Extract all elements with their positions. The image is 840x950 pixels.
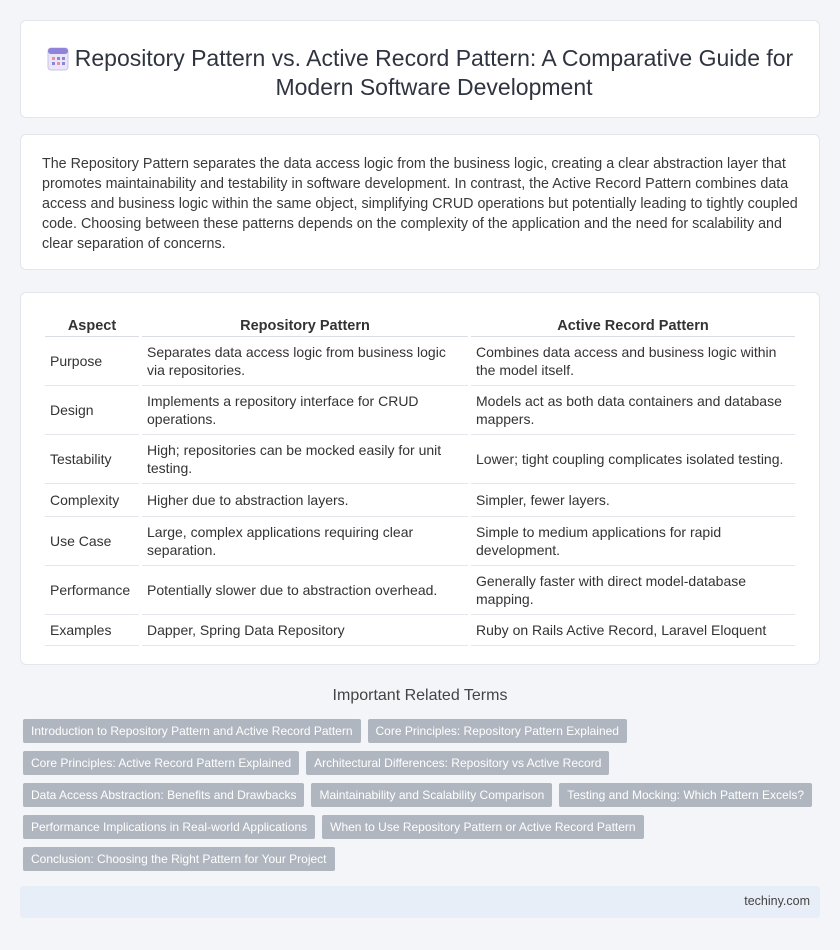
cell-aspect: Testability	[45, 435, 139, 484]
footer-brand[interactable]: techiny.com	[744, 894, 810, 908]
cell-repository: Large, complex applications requiring clear separation.	[142, 517, 468, 566]
related-term-link[interactable]: When to Use Repository Pattern or Active Record Pattern	[322, 815, 643, 839]
header-repository: Repository Pattern	[142, 315, 468, 337]
table-row	[45, 435, 795, 484]
table-row	[45, 615, 795, 646]
table-row	[45, 484, 795, 517]
cell-repository: Potentially slower due to abstraction overhead.	[142, 566, 468, 615]
related-term-link[interactable]: Data Access Abstraction: Benefits and Drawbacks	[23, 783, 304, 807]
related-terms-list	[23, 719, 823, 879]
related-term-link[interactable]: Core Principles: Repository Pattern Explained	[368, 719, 627, 743]
cell-aspect: Complexity	[45, 484, 139, 517]
cell-active-record: Lower; tight coupling complicates isolated testing.	[471, 435, 795, 484]
table-row	[45, 517, 795, 566]
cell-repository: Separates data access logic from business logic via repositories.	[142, 337, 468, 386]
related-term-link[interactable]: Core Principles: Active Record Pattern Explained	[23, 751, 299, 775]
related-term-link[interactable]: Performance Implications in Real-world Applications	[23, 815, 315, 839]
cell-aspect: Use Case	[45, 517, 139, 566]
cell-repository: Dapper, Spring Data Repository	[142, 615, 468, 646]
cell-active-record: Simpler, fewer layers.	[471, 484, 795, 517]
footer-bar	[20, 886, 820, 918]
cell-repository: Implements a repository interface for CRUD operations.	[142, 386, 468, 435]
header-aspect: Aspect	[45, 315, 139, 337]
cell-aspect: Performance	[45, 566, 139, 615]
header-active-record: Active Record Pattern	[471, 315, 795, 337]
tag-row	[23, 847, 823, 871]
related-term-link[interactable]: Testing and Mocking: Which Pattern Excels?	[559, 783, 812, 807]
intro-card	[20, 134, 820, 270]
cell-repository: Higher due to abstraction layers.	[142, 484, 468, 517]
cell-active-record: Models act as both data containers and database mappers.	[471, 386, 795, 435]
comparison-table-card	[20, 292, 820, 665]
comparison-table	[42, 315, 798, 646]
table-row	[45, 386, 795, 435]
cell-active-record: Combines data access and business logic within the model itself.	[471, 337, 795, 386]
tag-row	[23, 815, 823, 839]
related-term-link[interactable]: Conclusion: Choosing the Right Pattern for Your Project	[23, 847, 335, 871]
intro-paragraph: The Repository Pattern separates the data access logic from the business logic, creating a clear abstraction layer that promotes maintainability and testability in software development. In contrast, the Active Record Pattern combines data access and business logic within the same object, simplifying CRUD operations but potentially leading to tightly coupled code. Choosing between these patterns depends on the complexity of the application and the need for scalability and clear separation of concerns.	[42, 156, 798, 252]
tag-row	[23, 719, 823, 743]
table-row	[45, 337, 795, 386]
cell-active-record: Simple to medium applications for rapid development.	[471, 517, 795, 566]
related-terms-title: Important Related Terms	[332, 687, 508, 704]
cell-aspect: Examples	[45, 615, 139, 646]
cell-repository: High; repositories can be mocked easily for unit testing.	[142, 435, 468, 484]
title-card	[20, 20, 820, 118]
cell-active-record: Generally faster with direct model-database mapping.	[471, 566, 795, 615]
table-row	[45, 566, 795, 615]
cell-aspect: Purpose	[45, 337, 139, 386]
tag-row	[23, 751, 823, 775]
cell-aspect: Design	[45, 386, 139, 435]
related-term-link[interactable]: Maintainability and Scalability Comparison	[311, 783, 552, 807]
page-title: Repository Pattern vs. Active Record Pattern: A Comparative Guide for Modern Software Development	[74, 45, 794, 100]
tag-row	[23, 783, 823, 807]
related-term-link[interactable]: Introduction to Repository Pattern and Active Record Pattern	[23, 719, 361, 743]
related-term-link[interactable]: Architectural Differences: Repository vs Active Record	[306, 751, 609, 775]
cell-active-record: Ruby on Rails Active Record, Laravel Eloquent	[471, 615, 795, 646]
table-header-row	[45, 315, 795, 337]
